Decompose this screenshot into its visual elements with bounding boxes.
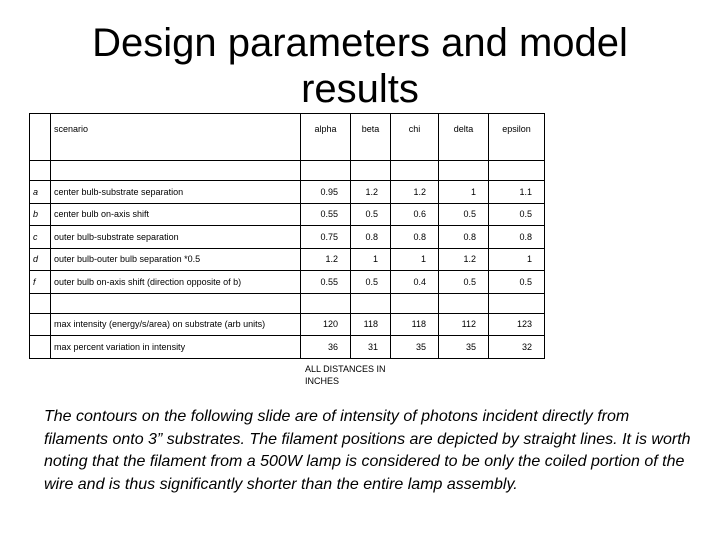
row-label: b xyxy=(30,203,51,226)
cell-value: 1 xyxy=(489,248,545,271)
cell-value: 31 xyxy=(351,336,391,359)
spacer-row xyxy=(30,161,545,181)
cell-value: 1 xyxy=(351,248,391,271)
row-label xyxy=(30,313,51,336)
table-row xyxy=(30,181,545,204)
cell-value: 0.8 xyxy=(439,226,489,249)
header-epsilon: epsilon xyxy=(489,114,545,161)
row-label: a xyxy=(30,181,51,204)
body-paragraph: The contours on the following slide are of intensity of photons incident directly from filaments onto 3” substrates. The filament positions are depicted by straight lines. It is worth noting that the filament from a 500W lamp is considered to be only the coiled portion of the wire and is thus significantly shorter than the entire lamp assembly. xyxy=(44,408,691,493)
cell-value: 118 xyxy=(391,313,439,336)
cell-value: 0.5 xyxy=(489,271,545,294)
header-label-cell xyxy=(30,114,51,161)
cell-value: 123 xyxy=(489,313,545,336)
units-note: ALL DISTANCES IN INCHES xyxy=(305,364,386,386)
slide-title: Design parameters and model results xyxy=(92,21,628,111)
cell-value: 0.5 xyxy=(351,271,391,294)
table-row xyxy=(30,271,545,294)
row-description: center bulb on-axis shift xyxy=(51,203,301,226)
cell-value: 0.4 xyxy=(391,271,439,294)
design-parameters-table xyxy=(29,113,545,359)
cell-value: 36 xyxy=(301,336,351,359)
table-row xyxy=(30,248,545,271)
table-row xyxy=(30,226,545,249)
cell-value: 0.5 xyxy=(439,271,489,294)
cell-value: 1 xyxy=(391,248,439,271)
table-row xyxy=(30,313,545,336)
row-description: outer bulb on-axis shift (direction opposite of b) xyxy=(51,271,301,294)
cell-value: 0.8 xyxy=(391,226,439,249)
row-description: outer bulb-substrate separation xyxy=(51,226,301,249)
table-row xyxy=(30,203,545,226)
spacer-row xyxy=(30,293,545,313)
header-delta: delta xyxy=(439,114,489,161)
header-beta: beta xyxy=(351,114,391,161)
cell-value: 1.2 xyxy=(351,181,391,204)
cell-value: 0.6 xyxy=(391,203,439,226)
cell-value: 0.5 xyxy=(439,203,489,226)
cell-value: 0.5 xyxy=(351,203,391,226)
row-description: max percent variation in intensity xyxy=(51,336,301,359)
row-description: outer bulb-outer bulb separation *0.5 xyxy=(51,248,301,271)
cell-value: 0.8 xyxy=(489,226,545,249)
cell-value: 1.2 xyxy=(439,248,489,271)
cell-value: 32 xyxy=(489,336,545,359)
cell-value: 1.1 xyxy=(489,181,545,204)
row-description: max intensity (energy/s/area) on substrate (arb units) xyxy=(51,313,301,336)
cell-value: 0.5 xyxy=(489,203,545,226)
cell-value: 1 xyxy=(439,181,489,204)
cell-value: 35 xyxy=(439,336,489,359)
header-chi: chi xyxy=(391,114,439,161)
cell-value: 118 xyxy=(351,313,391,336)
cell-value: 0.75 xyxy=(301,226,351,249)
cell-value: 0.55 xyxy=(301,203,351,226)
row-description: center bulb-substrate separation xyxy=(51,181,301,204)
cell-value: 112 xyxy=(439,313,489,336)
header-alpha: alpha xyxy=(301,114,351,161)
header-scenario: scenario xyxy=(51,114,301,161)
table-row xyxy=(30,336,545,359)
row-label: c xyxy=(30,226,51,249)
cell-value: 120 xyxy=(301,313,351,336)
row-label: d xyxy=(30,248,51,271)
cell-value: 0.55 xyxy=(301,271,351,294)
cell-value: 1.2 xyxy=(301,248,351,271)
row-label xyxy=(30,336,51,359)
cell-value: 0.95 xyxy=(301,181,351,204)
cell-value: 35 xyxy=(391,336,439,359)
cell-value: 0.8 xyxy=(351,226,391,249)
header-row xyxy=(30,114,545,161)
row-label: f xyxy=(30,271,51,294)
cell-value: 1.2 xyxy=(391,181,439,204)
